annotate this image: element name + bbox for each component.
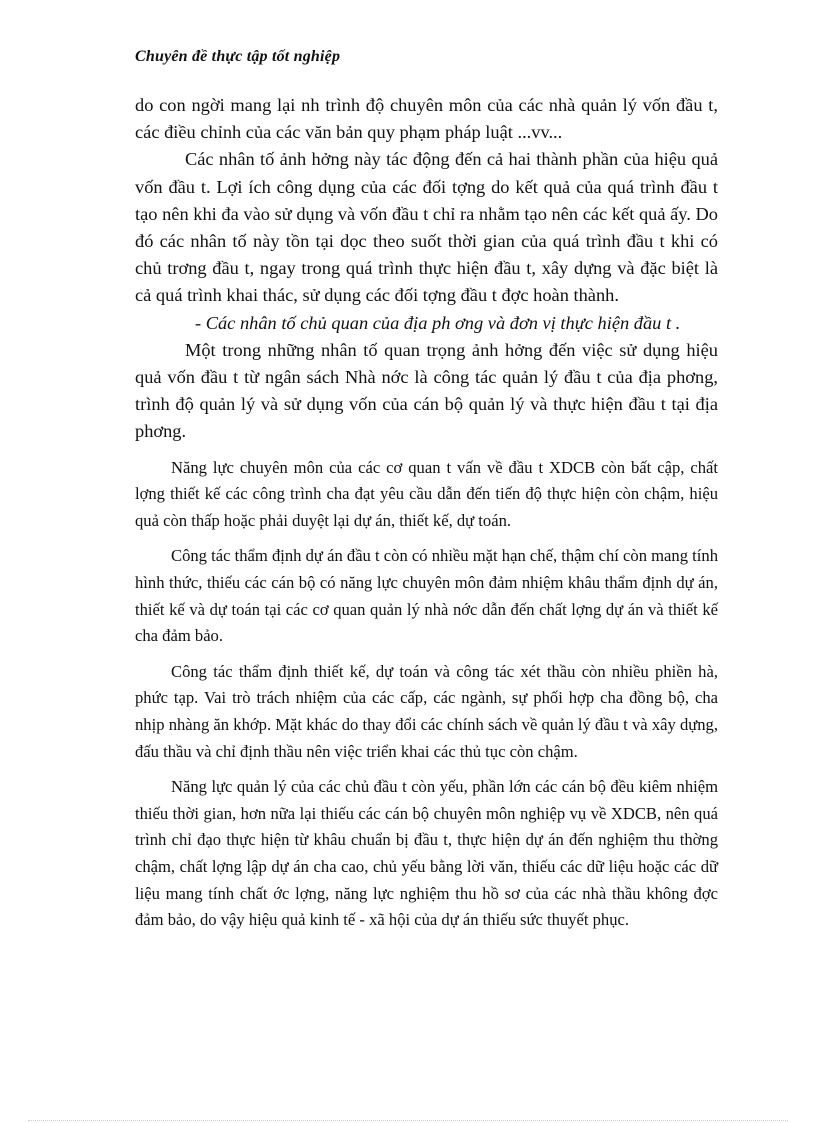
paragraph-project-appraisal: Công tác thẩm định dự án đầu t còn có nhiều mặt hạn chế, thậm chí còn mang tính hình thức, thiếu các cán bộ có năng lực chuyên môn đảm nhiệm khâu thẩm định dự án, thiết kế và dự toán tại các cơ quan quản lý nhà nớc dẫn đến chất lợng dự án và thiết kế cha đảm bảo. bbox=[135, 546, 718, 646]
section-subheading: - Các nhân tố chủ quan của địa ph ơng và đơn vị thực hiện đầu t . bbox=[195, 312, 681, 333]
paragraph-design-appraisal: Công tác thẩm định thiết kế, dự toán và công tác xét thầu còn nhiều phiền hà, phức tạp. Vai trò trách nhiệm của các cấp, các ngành, sự phối hợp cha đồng bộ, cha nhịp nhàng ăn khớp. Mặt khác do thay đổi các chính sách về quản lý đầu t và xây dựng, đấu thầu và chỉ định thầu nên việc triển khai các thủ tục còn chậm. bbox=[135, 661, 718, 761]
paragraph-consulting-capacity: Năng lực chuyên môn của các cơ quan t vấn về đầu t XDCB còn bất cập, chất lợng thiết kế các công trình cha đạt yêu cầu dẫn đến tiến độ thực hiện còn chậm, hiệu quả còn thấp hoặc phải duyệt lại dự án, thiết kế, dự toán. bbox=[135, 457, 718, 530]
paragraph-influencing-factors: Các nhân tố ảnh hởng này tác động đến cả hai thành phần của hiệu quả vốn đầu t. Lợi ích công dụng của các đối tợng do kết quả của quá trình đầu t tạo nên khi đa vào sử dụng và vốn đầu t chỉ ra nhằm tạo nên các kết quả ấy. Do đó các nhân tố này tồn tại dọc theo suốt thời gian của quá trình đầu t khi có chủ trơng đầu t, ngay trong quá trình thực hiện đầu t, xây dựng và đặc biệt là cả quá trình khai thác, sử dụng các đối tợng đầu t đợc hoàn thành. bbox=[135, 149, 718, 306]
page-bottom-divider bbox=[28, 1120, 788, 1121]
paragraph-investor-capacity: Năng lực quản lý của các chủ đầu t còn yếu, phần lớn các cán bộ đều kiêm nhiệm thiếu thời gian, hơn nữa lại thiếu các cán bộ chuyên môn nghiệp vụ về XDCB, nên quá trình chỉ đạo thực hiện từ khâu chuẩn bị đầu t, thực hiện dự án đến nghiệm thu thờng chậm, chất lợng lập dự án cha cao, chủ yếu bằng lời văn, thiếu các dữ liệu hoặc các dữ liệu mang tính chất ớc lợng, năng lực nghiệm thu hồ sơ của các nhà thầu không đợc đảm bảo, do vậy hiệu quả kinh tế - xã hội của dự án thiếu sức thuyết phục. bbox=[135, 777, 718, 930]
document-body bbox=[135, 92, 718, 934]
paragraph-management-factor: Một trong những nhân tố quan trọng ảnh hởng đến việc sử dụng hiệu quả vốn đầu t từ ngân sách Nhà nớc là công tác quản lý đầu t của địa phơng, trình độ quản lý và sử dụng vốn của cán bộ quản lý và thực hiện đầu t tại địa phơng. bbox=[135, 339, 718, 442]
page-header-title: Chuyên đề thực tập tốt nghiệp bbox=[135, 48, 341, 65]
paragraph-continuation: do con ngời mang lại nh trình độ chuyên môn của các nhà quản lý vốn đầu t, các điều chỉnh của các văn bản quy phạm pháp luật ...vv... bbox=[135, 95, 718, 143]
